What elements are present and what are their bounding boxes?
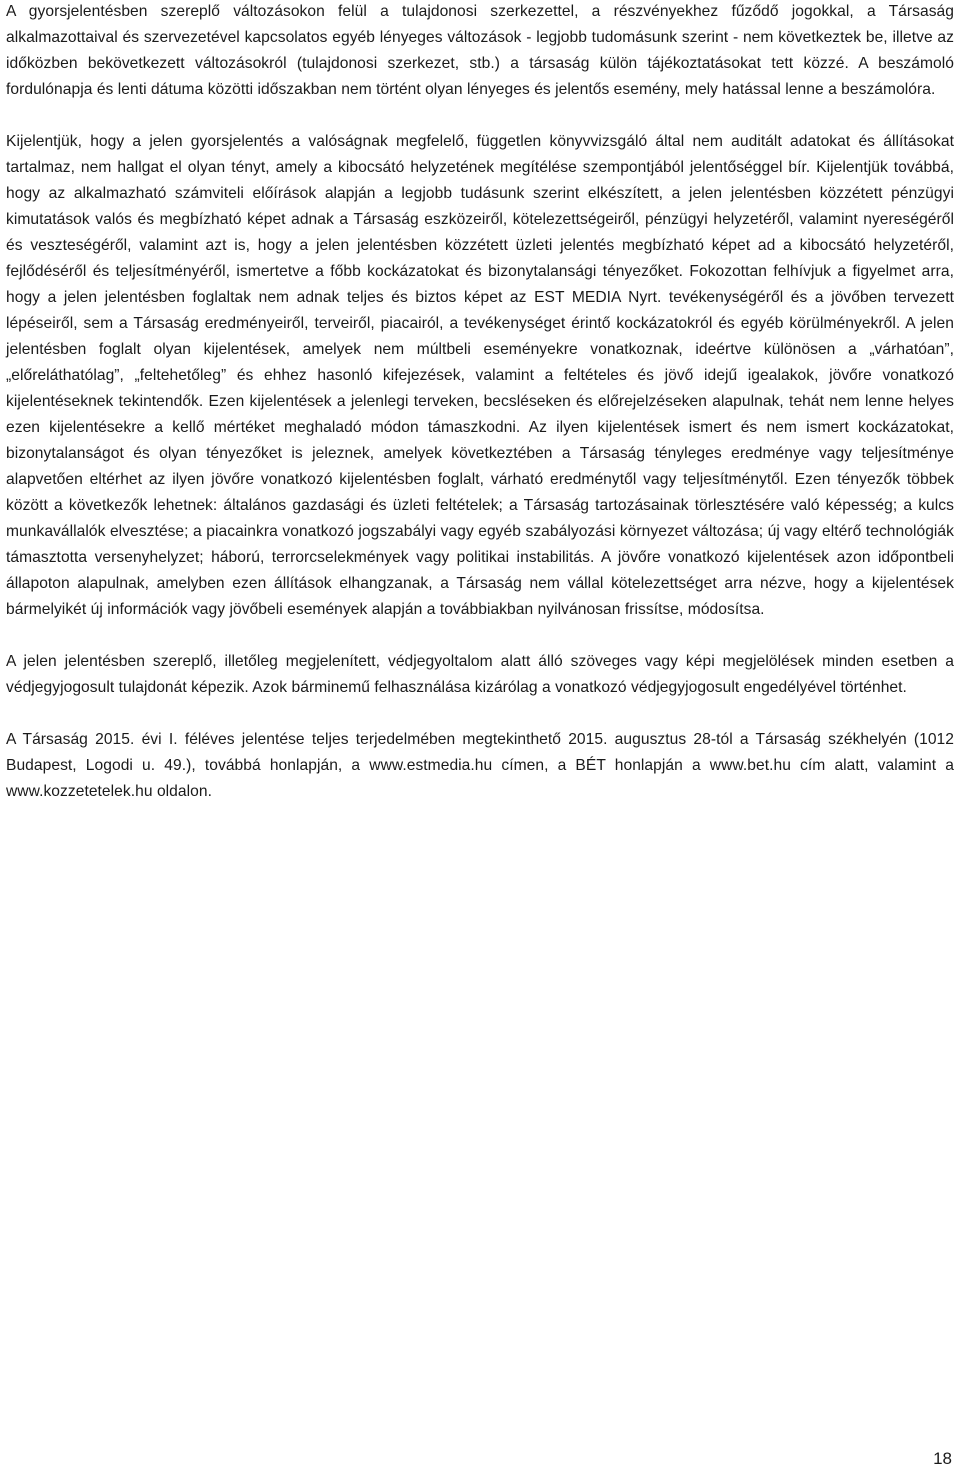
paragraph-report-availability: A Társaság 2015. évi I. féléves jelentése teljes terjedelmében megtekinthető 2015. augusztus 28-tól a Társaság székhelyén (1012 Budapest, Logodi u. 49.), továbbá honlapján, a www.estmedia.hu címen, a BÉT honlapján a www.bet.hu cím alatt, valamint a www.kozzetetelek.hu oldalon. bbox=[6, 731, 954, 800]
paragraph-changes-disclosure: A gyorsjelentésben szereplő változásokon felül a tulajdonosi szerkezettel, a részvényekhez fűződő jogokkal, a Társaság alkalmazottaival és szervezetével kapcsolatos egyéb lényeges változások - legjobb tudomásunk szerint - nem következtek be, illetve az időközben bekövetkezett változásokról (tulajdonosi szerkezet, stb.) a társaság külön tájékoztatásokat tett közzé. A beszámoló fordulónapja és lenti dátuma közötti időszakban nem történt olyan lényeges és jelentős esemény, mely hatással lenne a beszámolóra. bbox=[6, 3, 954, 98]
paragraph-trademark-notice: A jelen jelentésben szereplő, illetőleg megjelenített, védjegyoltalom alatt álló szöveges vagy képi megjelölések minden esetben a védjegyjogosult tulajdonát képezik. Azok bárminemű felhasználása kizárólag a vonatkozó védjegyjogosult engedélyével történhet. bbox=[6, 653, 954, 696]
document-page bbox=[6, 0, 954, 805]
paragraph-management-declaration: Kijelentjük, hogy a jelen gyorsjelentés a valóságnak megfelelő, független könyvvizsgáló által nem auditált adatokat és állításokat tartalmaz, nem hallgat el olyan tényt, amely a kibocsátó helyzetének megítélése szempontjából jelentőséggel bír. Kijelentjük továbbá, hogy az alkalmazható számviteli előírások alapján a legjobb tudásunk szerint elkészített, a jelen jelentésben közzétett pénzügyi kimutatások valós és megbízható képet adnak a Társaság eszközeiről, kötelezettségeiről, pénzügyi helyzetéről, valamint nyereségéről és veszteségéről, valamint azt is, hogy a jelen jelentésben közzétett üzleti jelentés megbízható képet ad a kibocsátó helyzetéről, fejlődéséről és teljesítményéről, ismertetve a főbb kockázatokat és bizonytalansági tényezőket. Fokozottan felhívjuk a figyelmet arra, hogy a jelen jelentésben foglaltak nem adnak teljes és biztos képet az EST MEDIA Nyrt. tevékenységéről és a jövőben tervezett lépéseiről, sem a Társaság eredményeiről, terveiről, piacairól, a tevékenységet érintő kockázatokról és egyéb körülményekről. A jelen jelentésben foglalt olyan kijelentések, amelyek nem múltbeli eseményekre vonatkoznak, ideértve különösen a „várhatóan”, „előreláthatólag”, „feltehetőleg” és ehhez hasonló kifejezések, valamint a feltételes és jövő idejű igealakok, jövőre vonatkozó kijelentéseknek tekintendők. Ezen kijelentések a jelenlegi terveken, becsléseken és előrejelzéseken alapulnak, tehát nem lenne helyes ezen kijelentésekre a kellő mértéket meghaladó módon támaszkodni. Az ilyen kijelentések ismert és nem ismert kockázatokat, bizonytalanságot és olyan tényezőket is jeleznek, amelyek következtében a Társaság tényleges eredménye vagy teljesítménye alapvetően eltérhet az ilyen jövőre vonatkozó kijelentésben foglalt, várható eredménytől vagy teljesítménytől. Ezen tényezők többek között a következők lehetnek: általános gazdasági és üzleti feltételek; a Társaság tartozásainak törlesztésére való képesség; a kulcs munkavállalók elvesztése; a piacainkra vonatkozó jogszabályi vagy egyéb szabályozási környezet változása; új vagy eltérő technológiák támasztotta versenyhelyzet; háború, terrorcselekmények vagy politikai instabilitás. A jövőre vonatkozó kijelentések azon időpontbeli állapoton alapulnak, amelyben ezen állítások elhangzanak, a Társaság nem vállal kötelezettséget arra nézve, hogy a kijelentések bármelyikét új információk vagy jövőbeli események alapján a továbbiakban nyilvánosan frissítse, módosítsa. bbox=[6, 133, 954, 618]
page-number: 18 bbox=[933, 1449, 952, 1468]
